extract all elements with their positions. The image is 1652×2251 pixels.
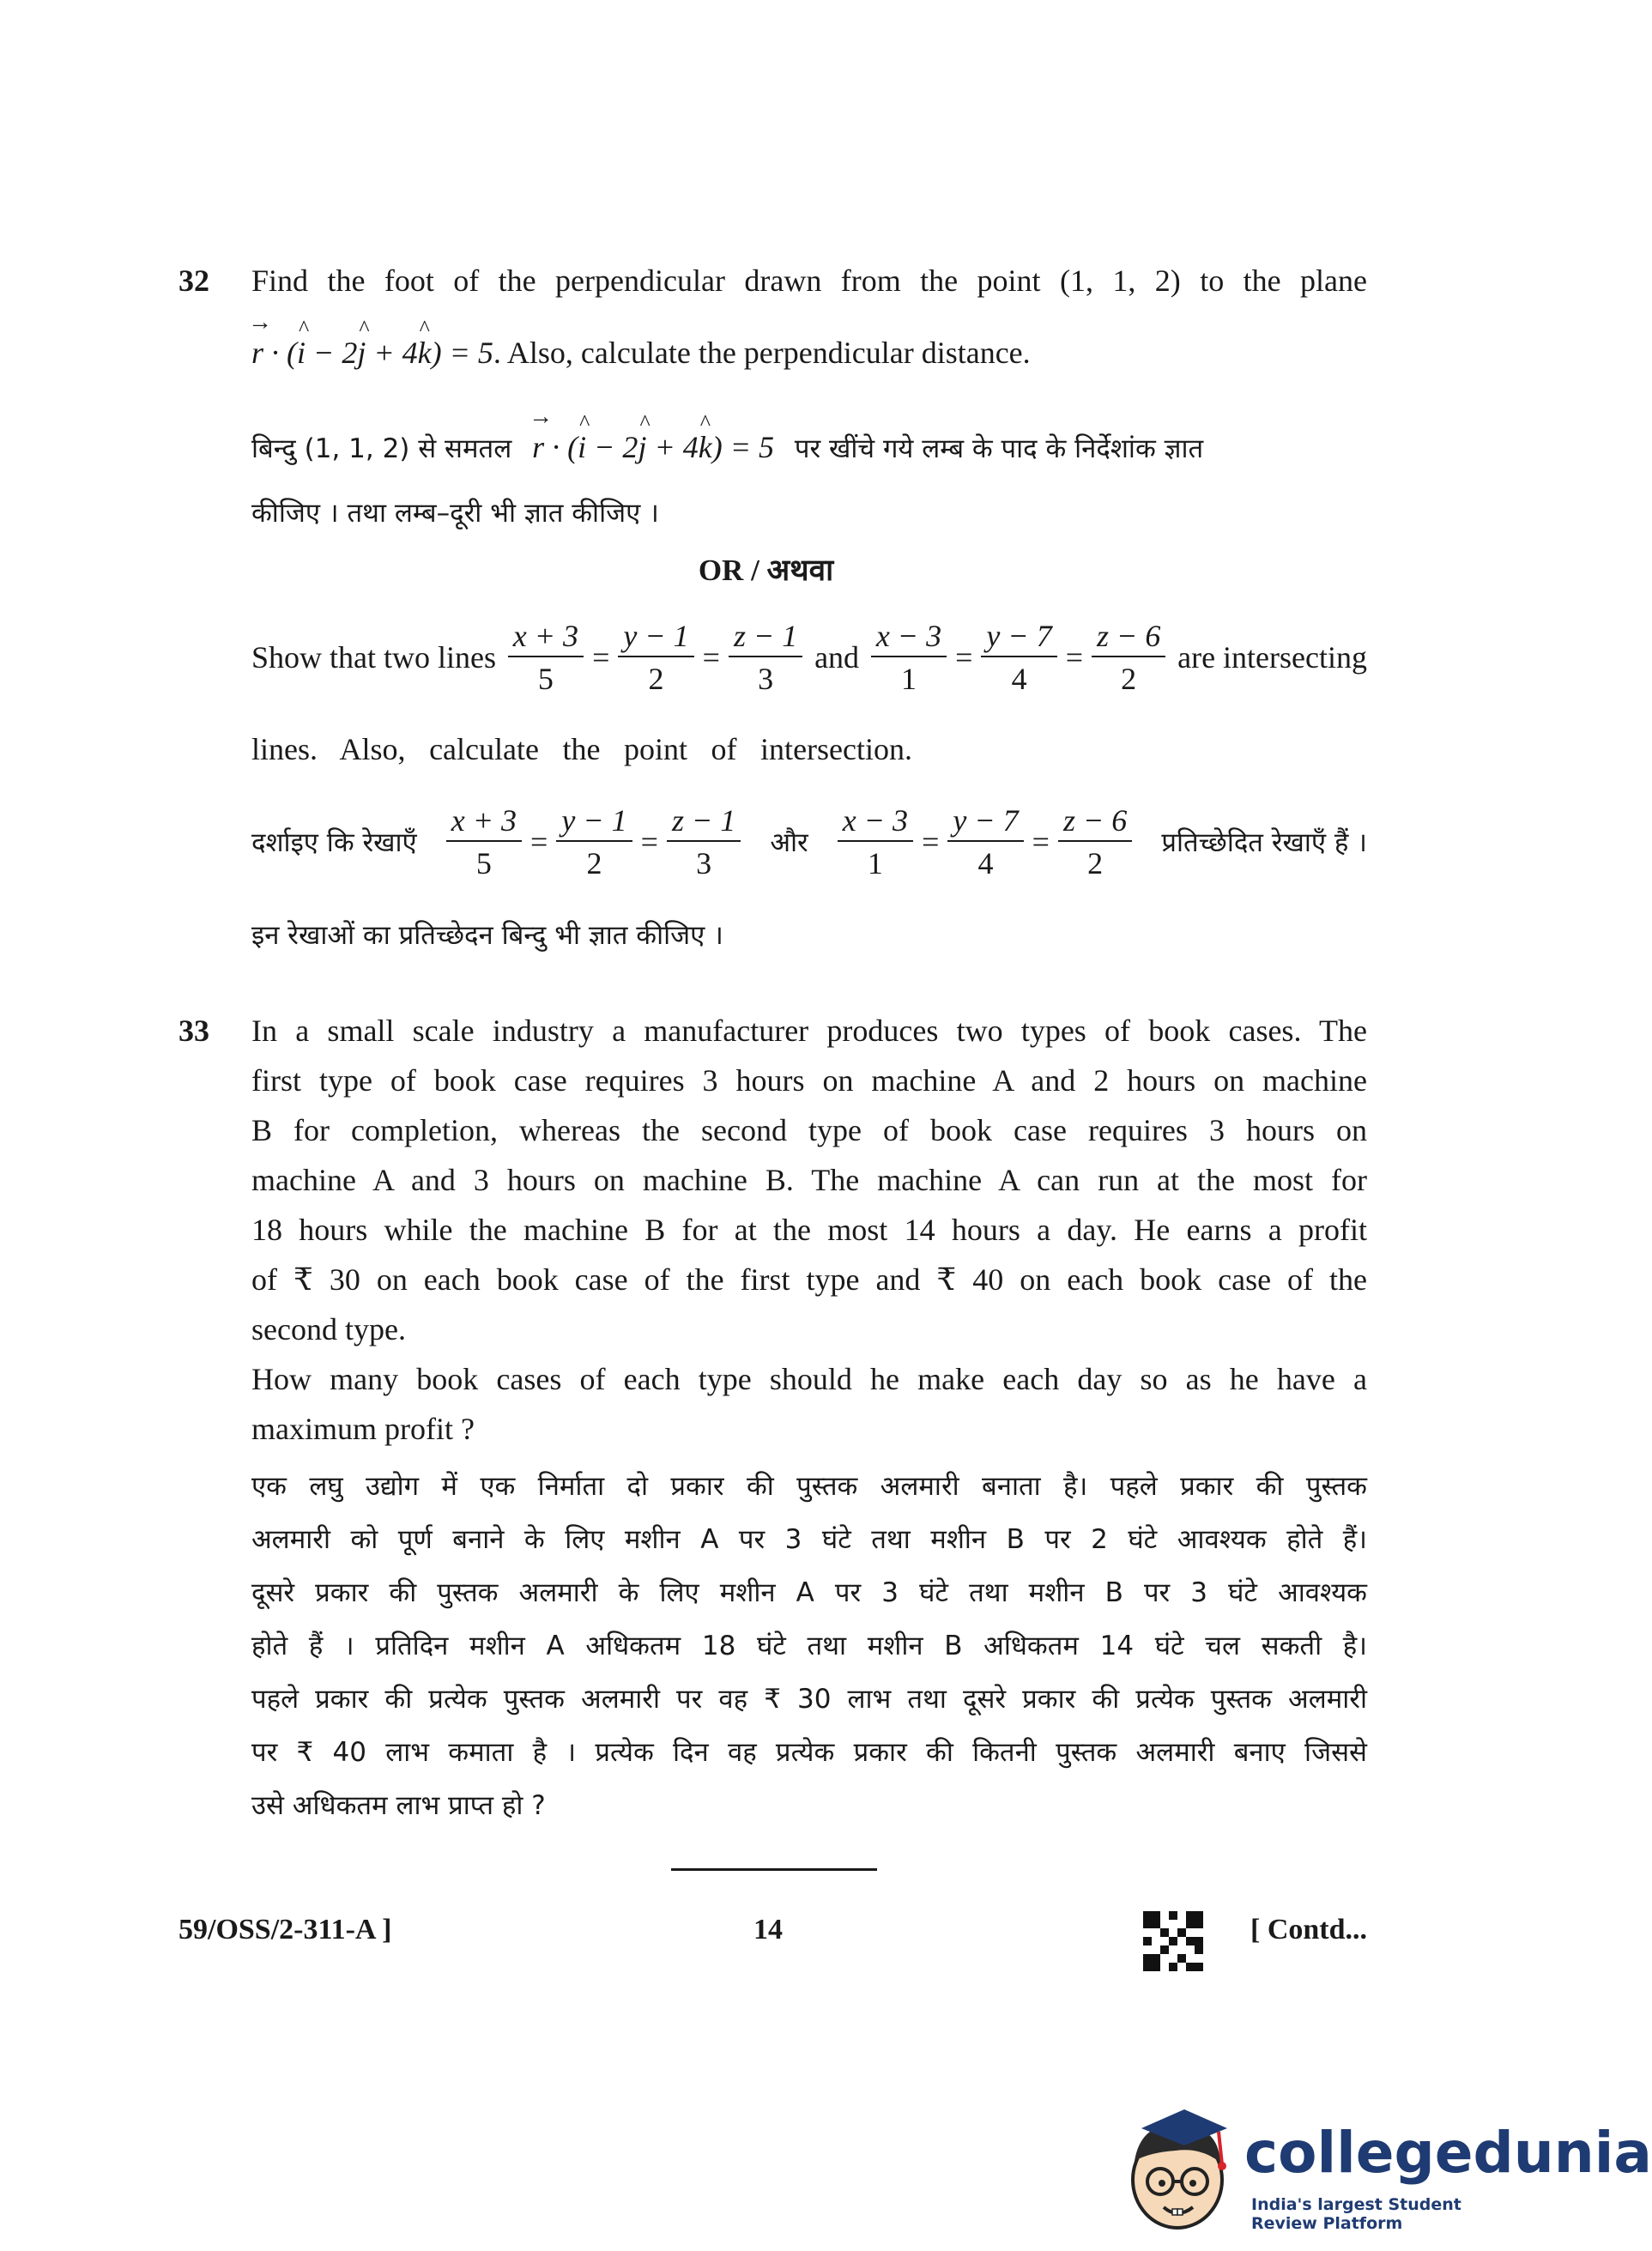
q32-hindi-line-2: कीजिए । तथा लम्ब–दूरी भी ज्ञात कीजिए ।: [251, 498, 659, 529]
line-1-equation: $\frac{x + 3}{5}$ = $\frac{y - 1}{2}$ = $\frac{z - 1}{3}$: [505, 618, 807, 697]
alt-hi-text-a: दर्शाइए कि रेखाएँ: [251, 827, 417, 858]
fraction: $\frac{x + 3}{5}$: [446, 802, 522, 881]
plane-equation: → r · (^ i − 2^ j + 4^ k) = 5: [251, 336, 493, 370]
plane-equation-hindi: → r · (^ i − 2^ j + 4^ k) = 5: [532, 430, 774, 464]
fraction: $\frac{y - 7}{4}$: [947, 802, 1023, 881]
q32-alt-english-line-1: [251, 618, 1367, 697]
q33-english-line: machine A and 3 hours on machine B. The machine A can run at the most for: [251, 1163, 1367, 1197]
q33-english-line: second type.: [251, 1312, 406, 1346]
contd-label: [ Contd...: [1250, 1914, 1368, 1945]
q33-hindi-line: होते हैं । प्रतिदिन मशीन A अधिकतम 18 घंटे तथा मशीन B अधिकतम 14 घंटे चल सकती है।: [251, 1631, 1367, 1661]
question-number-33: 33: [179, 1014, 209, 1048]
alt-hi-text-b: प्रतिच्छेदित रेखाएँ हैं ।: [1161, 827, 1367, 858]
collegedunia-logo: [1116, 2094, 1652, 2240]
fraction: $\frac{x - 3}{1}$: [838, 802, 913, 881]
q32-alt-english-line-2: lines. Also, calculate the point of intersection.: [251, 732, 912, 766]
q33-english-line: How many book cases of each type should he make each day so as he have a: [251, 1362, 1367, 1396]
fraction: $\frac{z - 1}{3}$: [667, 802, 741, 881]
q33-hindi-line: उसे अधिकतम लाभ प्राप्त हो ?: [251, 1790, 546, 1821]
q33-english-line: first type of book case requires 3 hours on machine A and 2 hours on machine: [251, 1063, 1367, 1098]
line-2-equation: $\frac{x - 3}{1}$ = $\frac{y - 7}{4}$ = $\frac{z - 6}{2}$: [868, 618, 1170, 697]
q33-hindi-line: पर ₹ 40 लाभ कमाता है । प्रत्येक दिन वह प्रत्येक प्रकार की कितनी पुस्तक अलमारी बनाए जिससे: [251, 1737, 1367, 1768]
page-number: 14: [753, 1914, 783, 1945]
alt-hi-and: और: [770, 827, 808, 858]
q32-hindi-line-1: [251, 429, 1367, 466]
q32-hindi-line-1-a: बिन्दु (1, 1, 2) से समतल: [251, 433, 512, 464]
fraction: $\frac{x + 3}{5}$: [508, 618, 584, 697]
q32-english-line-2: [251, 335, 1367, 371]
q33-english-line: of ₹ 30 on each book case of the first type and ₹ 40 on each book case of the: [251, 1262, 1367, 1297]
q32-english-line-2-tail: . Also, calculate the perpendicular distance.: [493, 336, 1031, 370]
or-separator: OR / अथवा: [698, 554, 834, 587]
alt-en-text-a: Show that two lines: [251, 640, 496, 675]
q33-hindi-line: पहले प्रकार की प्रत्येक पुस्तक अलमारी पर वह ₹ 30 लाभ तथा दूसरे प्रकार की प्रत्येक पुस्तक अलमारी: [251, 1684, 1367, 1715]
paper-code: 59/OSS/2-311-A ]: [179, 1914, 392, 1945]
fraction: $\frac{z - 6}{2}$: [1092, 618, 1165, 697]
q32-english-line-1: Find the foot of the perpendicular drawn from the point (1, 1, 2) to the plane: [251, 263, 1367, 298]
fraction: $\frac{y - 1}{2}$: [556, 802, 632, 881]
q33-hindi-line: दूसरे प्रकार की पुस्तक अलमारी के लिए मशीन A पर 3 घंटे तथा मशीन B पर 3 घंटे आवश्यक: [251, 1577, 1367, 1608]
q33-english-line: maximum profit ?: [251, 1412, 475, 1446]
q33-hindi-line: एक लघु उद्योग में एक निर्माता दो प्रकार की पुस्तक अलमारी बनाता है। पहले प्रकार की पुस्तक: [251, 1471, 1367, 1502]
q33-english-line: In a small scale industry a manufacturer produces two types of book cases. The: [251, 1014, 1367, 1048]
alt-en-and: and: [814, 640, 860, 675]
fraction: $\frac{y - 1}{2}$: [618, 618, 693, 697]
qr-code-icon: [1143, 1911, 1203, 1971]
line-2-equation-hindi: $\frac{x - 3}{1}$ = $\frac{y - 7}{4}$ = $\frac{z - 6}{2}$: [834, 802, 1136, 881]
footer-rule: [671, 1868, 877, 1871]
fraction: $\frac{y - 7}{4}$: [981, 618, 1056, 697]
logo-tagline: India's largest Student Review Platform: [1251, 2195, 1461, 2233]
q33-hindi-line: अलमारी को पूर्ण बनाने के लिए मशीन A पर 3 घंटे तथा मशीन B पर 2 घंटे आवश्यक होते हैं।: [251, 1524, 1367, 1555]
alt-en-text-b: are intersecting: [1177, 640, 1367, 675]
q32-alt-hindi-line-1: [251, 802, 1367, 881]
logo-wordmark: collegedunia: [1244, 2120, 1652, 2186]
line-1-equation-hindi: $\frac{x + 3}{5}$ = $\frac{y - 1}{2}$ = $\frac{z - 1}{3}$: [443, 802, 745, 881]
q33-english-line: B for completion, whereas the second type of book case requires 3 hours on: [251, 1113, 1367, 1147]
fraction: $\frac{x - 3}{1}$: [871, 618, 947, 697]
q32-hindi-line-1-b: पर खींचे गये लम्ब के पाद के निर्देशांक ज्ञात: [794, 433, 1204, 464]
question-number-32: 32: [179, 263, 209, 298]
mascot-icon: [1116, 2094, 1236, 2240]
q33-english-line: 18 hours while the machine B for at the most 14 hours a day. He earns a profit: [251, 1213, 1367, 1247]
fraction: $\frac{z - 6}{2}$: [1058, 802, 1132, 881]
q32-alt-hindi-line-2: इन रेखाओं का प्रतिच्छेदन बिन्दु भी ज्ञात कीजिए ।: [251, 920, 723, 951]
fraction: $\frac{z - 1}{3}$: [729, 618, 802, 697]
